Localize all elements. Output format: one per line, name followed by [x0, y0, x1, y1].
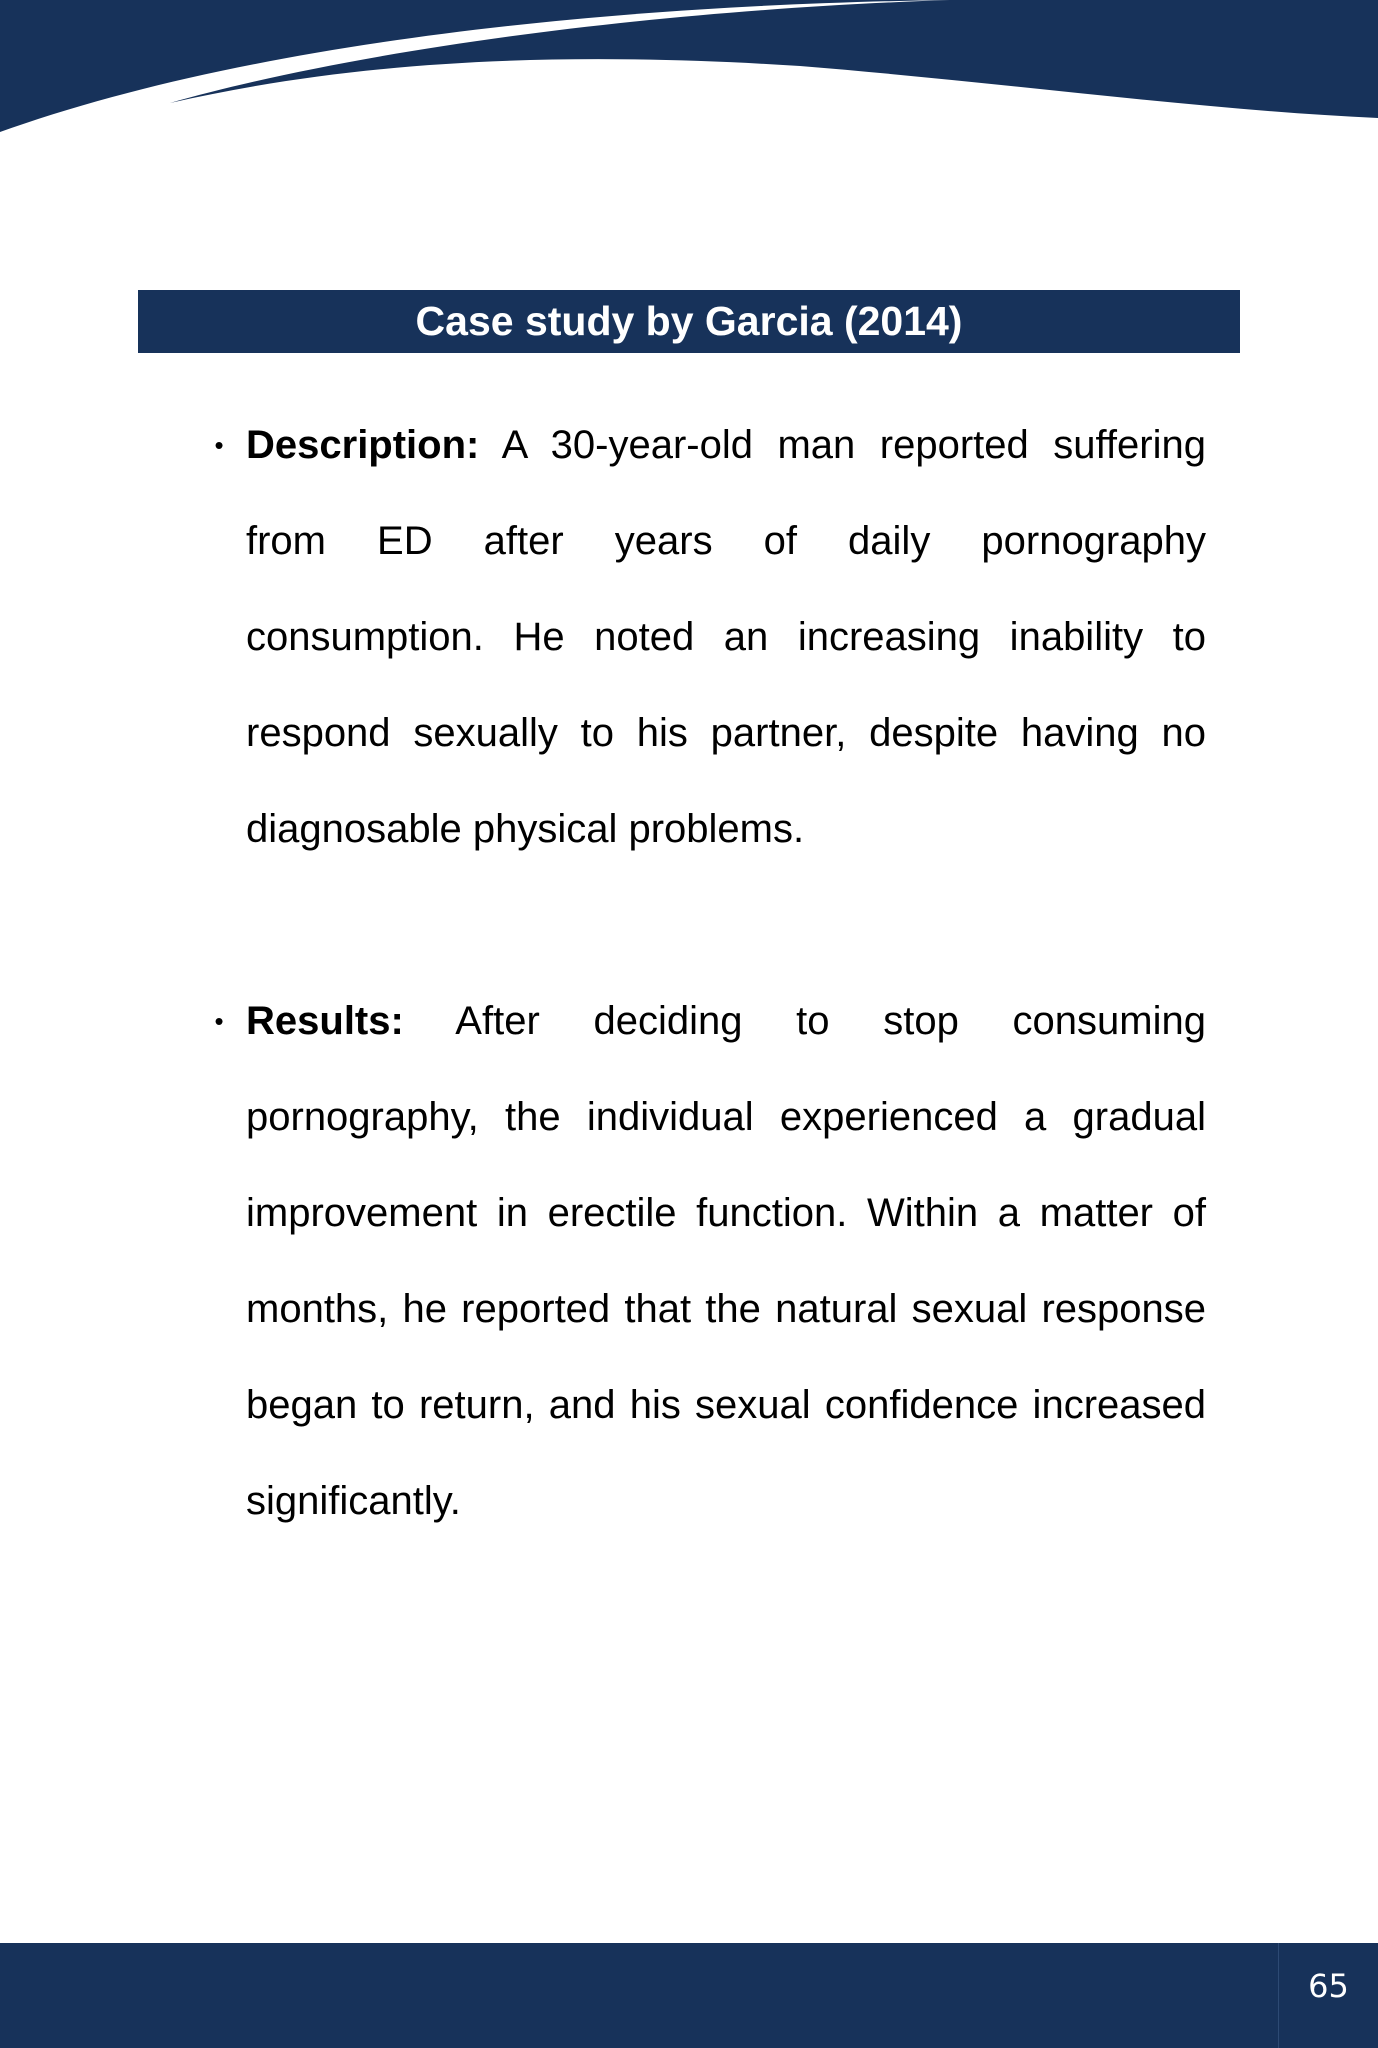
description-text: A 30-year-old man reported suffering from ED after years of daily pornography consumption. He noted an increasing inability to respond sexually to his partner, despite having no diagnosable physical problems.	[246, 423, 1206, 851]
results-text: After deciding to stop consuming pornography, the individual experienced a gradual improvement in erectile function. Within a matter of months, he reported that the natural sexual response began to return, and his sexual confidence increased significantly.	[246, 999, 1206, 1523]
bullet-icon: •	[214, 430, 224, 460]
case-study-list	[214, 397, 1206, 1549]
section-title-banner	[138, 290, 1240, 353]
page-number: 65	[1308, 1967, 1349, 2005]
bullet-icon: •	[214, 1006, 224, 1036]
description-item	[214, 397, 1206, 877]
footer-bar	[0, 1943, 1378, 2048]
header-wave-decoration	[0, 0, 1378, 140]
description-label: Description:	[246, 423, 480, 467]
results-item	[214, 973, 1206, 1549]
results-label: Results:	[246, 999, 404, 1043]
section-title: Case study by Garcia (2014)	[415, 298, 963, 344]
